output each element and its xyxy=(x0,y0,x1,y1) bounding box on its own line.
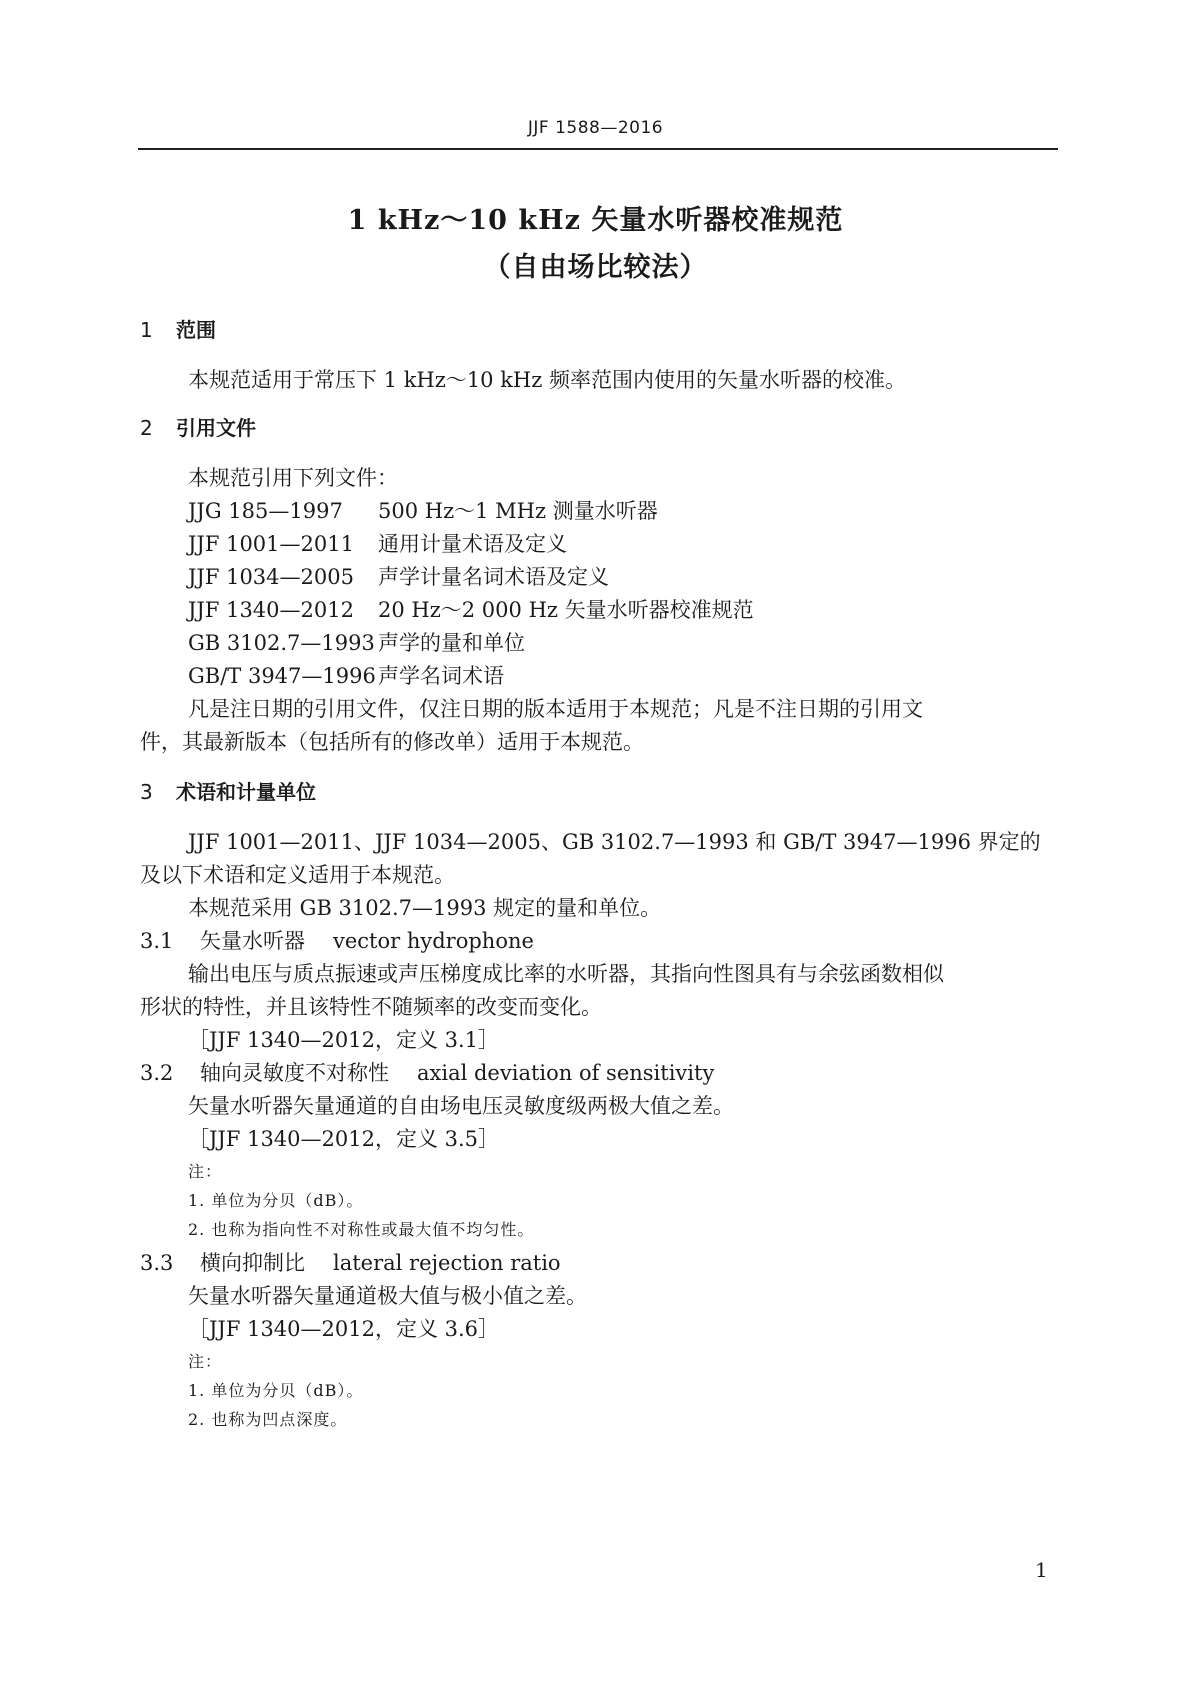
reference-item xyxy=(188,594,754,624)
term-number: 3.1 xyxy=(140,929,174,953)
term-heading xyxy=(140,1057,714,1087)
section-title: 引用文件 xyxy=(176,416,256,440)
section-heading-1 xyxy=(140,314,216,343)
term-source: ［JJF 1340—2012，定义 3.6］ xyxy=(188,1317,500,1341)
reference-title: 声学名词术语 xyxy=(378,664,504,688)
reference-code: JJF 1001—2011 xyxy=(188,532,354,556)
reference-title: 20 Hz～2 000 Hz 矢量水听器校准规范 xyxy=(378,598,754,622)
reference-title: 通用计量术语及定义 xyxy=(378,532,567,556)
term-heading xyxy=(140,1247,561,1277)
references-note-line-1: 凡是注日期的引用文件，仅注日期的版本适用于本规范；凡是不注日期的引用文 xyxy=(188,697,923,721)
document-subtitle: （自由场比较法） xyxy=(483,252,708,283)
term-chinese: 横向抑制比 xyxy=(200,1251,305,1275)
reference-code: JJG 185—1997 xyxy=(188,499,343,523)
reference-code: JJF 1340—2012 xyxy=(188,598,354,622)
terms-paragraph-line-1: JJF 1001—2011、JJF 1034—2005、GB 3102.7—1993 和 GB/T 3947—1996 界定的 xyxy=(188,830,1041,854)
note-label: 注： xyxy=(188,1352,223,1371)
references-intro: 本规范引用下列文件： xyxy=(188,466,398,490)
note-label: 注： xyxy=(188,1162,223,1181)
term-english: lateral rejection ratio xyxy=(333,1251,561,1275)
header-rule xyxy=(138,148,1058,150)
scope-paragraph: 本规范适用于常压下 1 kHz～10 kHz 频率范围内使用的矢量水听器的校准。 xyxy=(188,368,906,392)
reference-item xyxy=(188,627,525,657)
term-chinese: 轴向灵敏度不对称性 xyxy=(200,1061,389,1085)
reference-item xyxy=(188,561,609,591)
term-number: 3.3 xyxy=(140,1251,174,1275)
reference-code: GB 3102.7—1993 xyxy=(188,631,375,655)
reference-title: 声学计量名词术语及定义 xyxy=(378,565,609,589)
references-note-line-2: 件，其最新版本（包括所有的修改单）适用于本规范。 xyxy=(140,730,644,754)
note-item: 1. 单位为分贝（dB）。 xyxy=(188,1191,364,1210)
note-item: 2. 也称为凹点深度。 xyxy=(188,1410,348,1429)
reference-item xyxy=(188,660,504,690)
note-item: 1. 单位为分贝（dB）。 xyxy=(188,1381,364,1400)
section-number: 1 xyxy=(140,318,153,342)
reference-item xyxy=(188,528,567,558)
terms-paragraph-line-2: 及以下术语和定义适用于本规范。 xyxy=(140,863,455,887)
running-header: JJF 1588—2016 xyxy=(527,118,664,138)
section-title: 范围 xyxy=(176,318,216,342)
units-paragraph: 本规范采用 GB 3102.7—1993 规定的量和单位。 xyxy=(188,896,662,920)
term-definition: 矢量水听器矢量通道极大值与极小值之差。 xyxy=(188,1284,587,1308)
term-chinese: 矢量水听器 xyxy=(200,929,305,953)
term-source: ［JJF 1340—2012，定义 3.1］ xyxy=(188,1028,500,1052)
term-english: axial deviation of sensitivity xyxy=(417,1061,715,1085)
page-number: 1 xyxy=(1035,1558,1048,1582)
note-item: 2. 也称为指向性不对称性或最大值不均匀性。 xyxy=(188,1220,535,1239)
term-source: ［JJF 1340—2012，定义 3.5］ xyxy=(188,1127,500,1151)
term-number: 3.2 xyxy=(140,1061,174,1085)
section-number: 2 xyxy=(140,416,153,440)
reference-title: 500 Hz～1 MHz 测量水听器 xyxy=(378,499,658,523)
term-definition-line-2: 形状的特性，并且该特性不随频率的改变而变化。 xyxy=(140,995,602,1019)
reference-code: GB/T 3947—1996 xyxy=(188,664,376,688)
section-heading-2 xyxy=(140,412,256,441)
section-title: 术语和计量单位 xyxy=(176,780,316,804)
reference-code: JJF 1034—2005 xyxy=(188,565,354,589)
section-heading-3 xyxy=(140,776,316,805)
reference-title: 声学的量和单位 xyxy=(378,631,525,655)
document-title: 1 kHz～10 kHz 矢量水听器校准规范 xyxy=(347,205,844,236)
term-english: vector hydrophone xyxy=(333,929,534,953)
term-heading xyxy=(140,925,534,955)
section-number: 3 xyxy=(140,780,153,804)
reference-item xyxy=(188,495,658,525)
term-definition-line-1: 输出电压与质点振速或声压梯度成比率的水听器，其指向性图具有与余弦函数相似 xyxy=(188,962,944,986)
term-definition: 矢量水听器矢量通道的自由场电压灵敏度级两极大值之差。 xyxy=(188,1094,734,1118)
